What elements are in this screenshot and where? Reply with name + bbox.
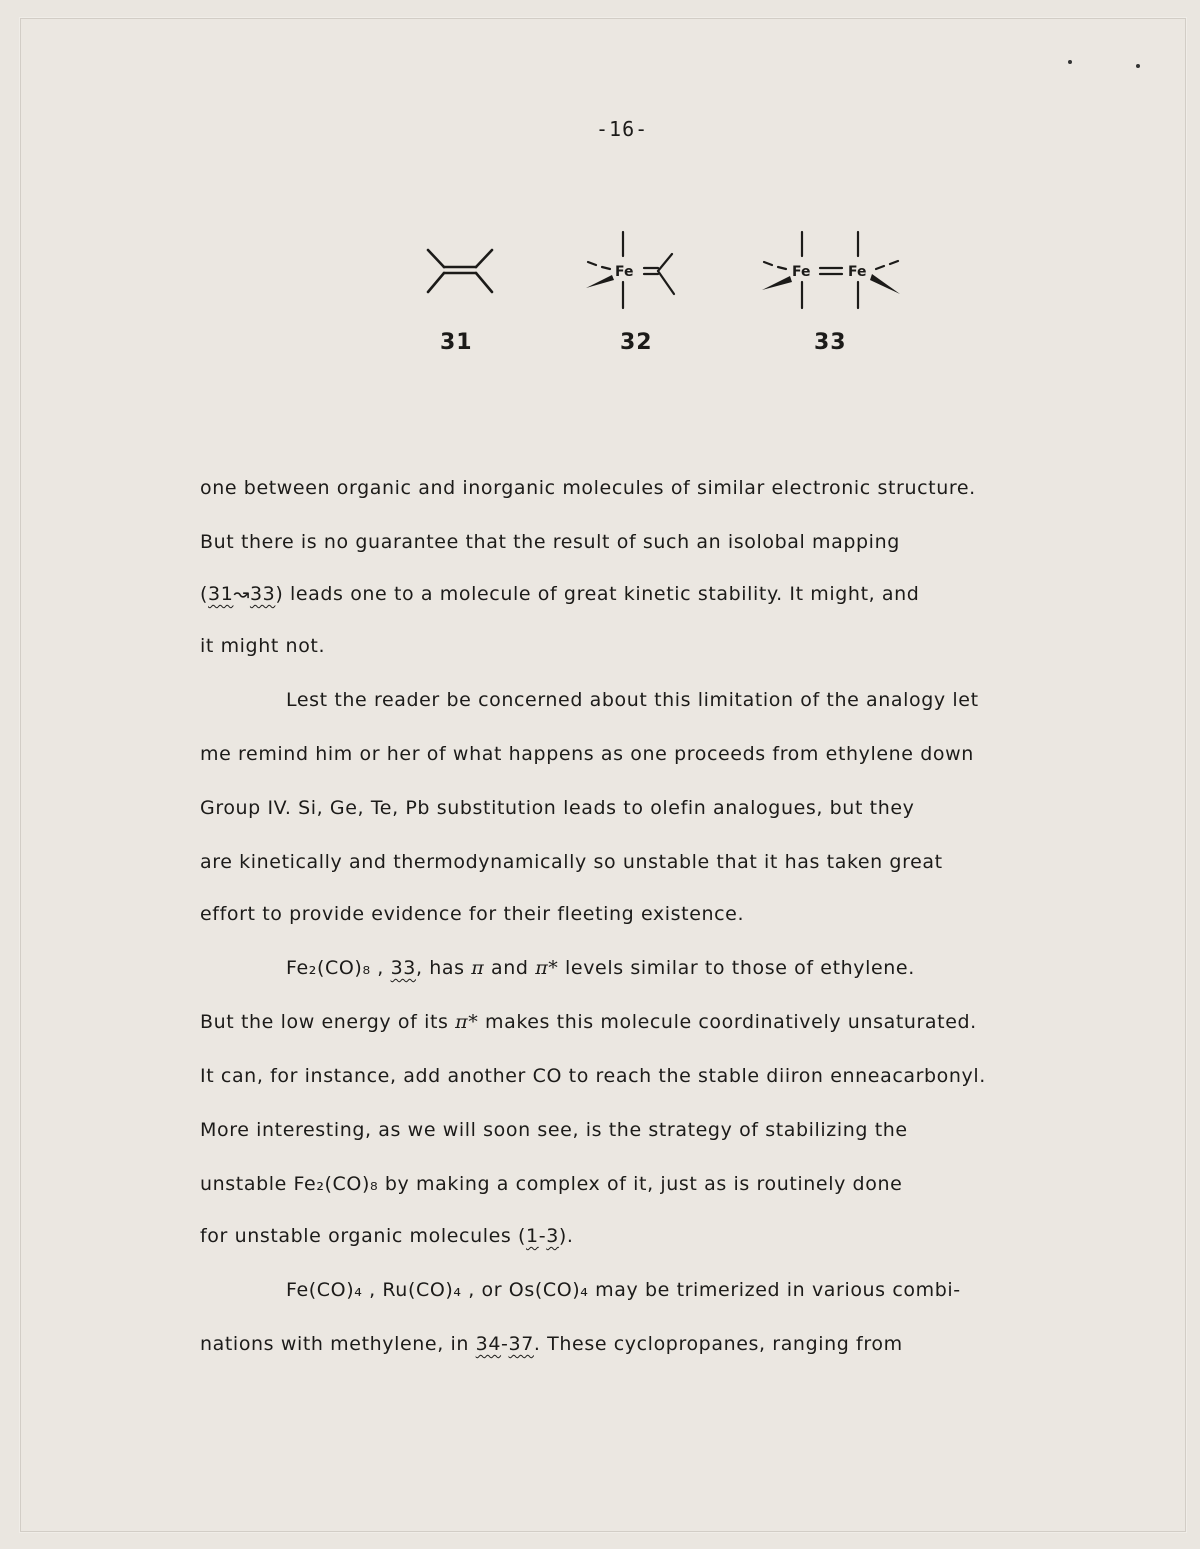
ref-33b: 33	[390, 957, 416, 979]
para2-line2: me remind him or her of what happens as one proceeds from ethylene down	[200, 743, 974, 765]
para3-line2	[200, 1010, 977, 1034]
scan-speck	[1068, 60, 1072, 64]
para1-line3-rest: ) leads one to a molecule of great kinetic stability. It might, and	[275, 583, 920, 605]
compound-label-33: 33	[814, 330, 847, 355]
para3-line6	[200, 1224, 574, 1248]
para3-line4: More interesting, as we will soon see, is the strategy of stabilizing the	[200, 1119, 908, 1141]
para1-line1: one between organic and inorganic molecules of similar electronic structure.	[200, 477, 976, 499]
para4-line1: Fe(CO)₄ , Ru(CO)₄ , or Os(CO)₄ may be trimerized in various combi-	[286, 1279, 961, 1301]
para2-line4: are kinetically and thermodynamically so unstable that it has taken great	[200, 851, 943, 873]
ref-34: 34	[475, 1333, 502, 1355]
ref-3: 3	[546, 1225, 559, 1247]
para4-line2	[200, 1332, 903, 1356]
para1-line4: it might not.	[200, 635, 326, 657]
para2-line5: effort to provide evidence for their fleeting existence.	[200, 903, 745, 925]
ref-31: 31	[208, 583, 234, 605]
ref-37: 37	[508, 1333, 534, 1355]
text-low-energy: But the low energy of its	[200, 1011, 456, 1033]
para2-line3: Group IV. Si, Ge, Te, Pb substitution leads to olefin analogues, but they	[200, 797, 915, 819]
text-unstable-organic: for unstable organic molecules (	[200, 1225, 527, 1247]
fe-atom-label-left: Fe	[792, 264, 811, 280]
pi-star-symbol-2: π*	[455, 1011, 479, 1033]
isolobal-arrow: ↝	[233, 583, 250, 605]
fe-atom-label-right: Fe	[848, 264, 867, 280]
compound-label-31: 31	[440, 330, 473, 355]
range-dash: -	[538, 1225, 547, 1247]
text-nations: nations with methylene, in	[200, 1333, 476, 1355]
text-and: and	[484, 957, 536, 979]
range-dash-2: -	[501, 1333, 509, 1355]
pi-star-symbol: π*	[535, 957, 559, 979]
page-number: -16-	[596, 117, 649, 141]
para1-line3	[200, 582, 919, 606]
ref-1: 1	[526, 1225, 539, 1247]
structure-31-ethylene	[420, 240, 500, 300]
para1-line2: But there is no guarantee that the result of such an isolobal mapping	[200, 531, 900, 553]
text-fe2co8: Fe₂(CO)₈ ,	[286, 957, 391, 979]
para2-line1: Lest the reader be concerned about this limitation of the analogy let	[286, 689, 979, 711]
scan-speck	[1136, 64, 1140, 68]
para3-line3: It can, for instance, add another CO to reach the stable diiron enneacarbonyl.	[200, 1065, 986, 1087]
ref-33: 33	[249, 583, 276, 605]
paren-open: (	[200, 583, 209, 605]
pi-symbol: π	[471, 957, 485, 979]
paren-close: ).	[558, 1225, 574, 1247]
text-levels: levels similar to those of ethylene.	[558, 957, 915, 979]
para3-line1	[286, 956, 915, 980]
text-unsaturated: makes this molecule coordinatively unsaturated.	[478, 1011, 977, 1033]
text-has: , has	[415, 957, 472, 979]
fe-atom-label: Fe	[615, 264, 634, 280]
structure-32-iron-carbene	[582, 228, 682, 314]
para3-line5: unstable Fe₂(CO)₈ by making a complex of it, just as is routinely done	[200, 1173, 903, 1195]
structure-33-diiron	[758, 228, 906, 314]
text-cyclopropanes: . These cyclopropanes, ranging from	[533, 1333, 903, 1355]
compound-label-32: 32	[620, 330, 653, 355]
